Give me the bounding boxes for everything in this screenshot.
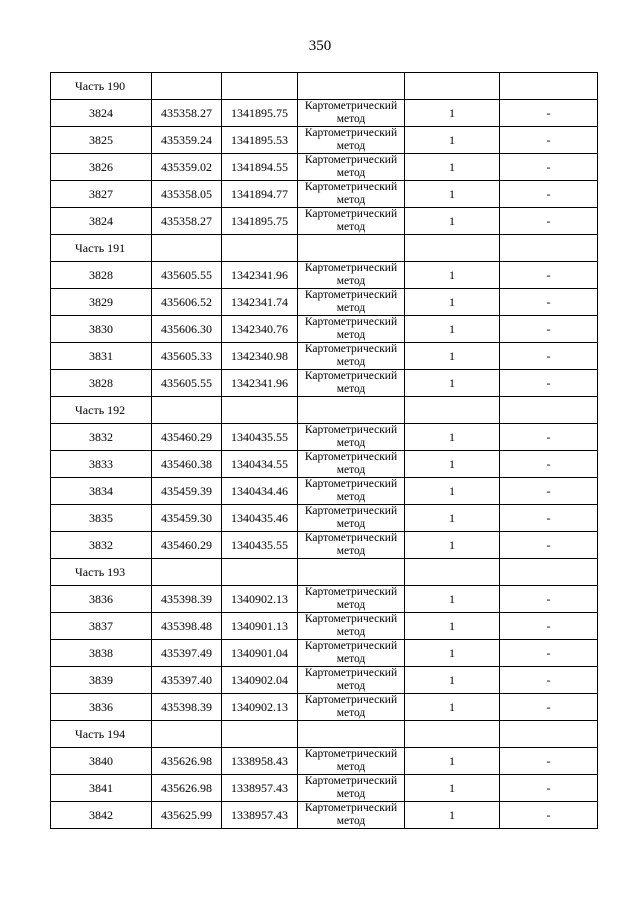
method-text: Картометрический метод bbox=[304, 694, 398, 719]
method-cell bbox=[298, 667, 405, 694]
method-cell bbox=[298, 451, 405, 478]
method-text: Картометрический метод bbox=[304, 748, 398, 773]
table-row bbox=[51, 127, 598, 154]
y-coordinate-cell: 1338957.43 bbox=[222, 802, 298, 829]
y-coordinate-cell: 1341895.53 bbox=[222, 127, 298, 154]
accuracy-cell: 1 bbox=[405, 343, 500, 370]
y-coordinate-cell: 1342340.98 bbox=[222, 343, 298, 370]
coordinates-table-body bbox=[51, 73, 598, 829]
empty-cell bbox=[152, 721, 222, 748]
accuracy-cell: 1 bbox=[405, 316, 500, 343]
section-header-row bbox=[51, 73, 598, 100]
method-cell bbox=[298, 127, 405, 154]
table-row bbox=[51, 370, 598, 397]
empty-cell bbox=[405, 721, 500, 748]
x-coordinate-cell: 435358.27 bbox=[152, 100, 222, 127]
x-coordinate-cell: 435605.33 bbox=[152, 343, 222, 370]
section-header-row bbox=[51, 235, 598, 262]
x-coordinate-cell: 435459.39 bbox=[152, 478, 222, 505]
table-row bbox=[51, 478, 598, 505]
y-coordinate-cell: 1340901.04 bbox=[222, 640, 298, 667]
empty-cell bbox=[222, 721, 298, 748]
method-text: Картометрический метод bbox=[304, 667, 398, 692]
method-text: Картометрический метод bbox=[304, 208, 398, 233]
note-cell: - bbox=[500, 505, 598, 532]
y-coordinate-cell: 1342341.74 bbox=[222, 289, 298, 316]
table-row bbox=[51, 586, 598, 613]
method-text: Картометрический метод bbox=[304, 343, 398, 368]
table-row bbox=[51, 775, 598, 802]
x-coordinate-cell: 435606.52 bbox=[152, 289, 222, 316]
y-coordinate-cell: 1340902.04 bbox=[222, 667, 298, 694]
method-cell bbox=[298, 154, 405, 181]
empty-cell bbox=[405, 73, 500, 100]
note-cell: - bbox=[500, 532, 598, 559]
empty-cell bbox=[152, 235, 222, 262]
point-number-cell: 3831 bbox=[51, 343, 152, 370]
accuracy-cell: 1 bbox=[405, 748, 500, 775]
accuracy-cell: 1 bbox=[405, 613, 500, 640]
x-coordinate-cell: 435398.48 bbox=[152, 613, 222, 640]
x-coordinate-cell: 435359.02 bbox=[152, 154, 222, 181]
y-coordinate-cell: 1340435.55 bbox=[222, 532, 298, 559]
note-cell: - bbox=[500, 370, 598, 397]
table-row bbox=[51, 289, 598, 316]
table-row bbox=[51, 181, 598, 208]
note-cell: - bbox=[500, 208, 598, 235]
note-cell: - bbox=[500, 154, 598, 181]
note-cell: - bbox=[500, 316, 598, 343]
point-number-cell: 3827 bbox=[51, 181, 152, 208]
note-cell: - bbox=[500, 100, 598, 127]
empty-cell bbox=[298, 73, 405, 100]
point-number-cell: 3840 bbox=[51, 748, 152, 775]
empty-cell bbox=[500, 559, 598, 586]
point-number-cell: 3836 bbox=[51, 694, 152, 721]
empty-cell bbox=[222, 73, 298, 100]
y-coordinate-cell: 1340434.46 bbox=[222, 478, 298, 505]
section-label: Часть 191 bbox=[51, 235, 152, 262]
method-text: Картометрический метод bbox=[304, 586, 398, 611]
method-cell bbox=[298, 370, 405, 397]
note-cell: - bbox=[500, 289, 598, 316]
method-cell bbox=[298, 748, 405, 775]
method-cell bbox=[298, 613, 405, 640]
note-cell: - bbox=[500, 667, 598, 694]
x-coordinate-cell: 435358.27 bbox=[152, 208, 222, 235]
accuracy-cell: 1 bbox=[405, 667, 500, 694]
accuracy-cell: 1 bbox=[405, 532, 500, 559]
accuracy-cell: 1 bbox=[405, 262, 500, 289]
point-number-cell: 3833 bbox=[51, 451, 152, 478]
table-row bbox=[51, 424, 598, 451]
x-coordinate-cell: 435397.49 bbox=[152, 640, 222, 667]
note-cell: - bbox=[500, 802, 598, 829]
table-row bbox=[51, 802, 598, 829]
point-number-cell: 3829 bbox=[51, 289, 152, 316]
x-coordinate-cell: 435605.55 bbox=[152, 262, 222, 289]
y-coordinate-cell: 1341895.75 bbox=[222, 100, 298, 127]
table-row bbox=[51, 694, 598, 721]
y-coordinate-cell: 1342341.96 bbox=[222, 370, 298, 397]
section-label: Часть 194 bbox=[51, 721, 152, 748]
empty-cell bbox=[405, 235, 500, 262]
empty-cell bbox=[222, 559, 298, 586]
y-coordinate-cell: 1340902.13 bbox=[222, 586, 298, 613]
empty-cell bbox=[500, 235, 598, 262]
method-cell bbox=[298, 100, 405, 127]
note-cell: - bbox=[500, 262, 598, 289]
empty-cell bbox=[222, 397, 298, 424]
method-cell bbox=[298, 289, 405, 316]
section-header-row bbox=[51, 721, 598, 748]
method-text: Картометрический метод bbox=[304, 262, 398, 287]
point-number-cell: 3835 bbox=[51, 505, 152, 532]
accuracy-cell: 1 bbox=[405, 451, 500, 478]
method-text: Картометрический метод bbox=[304, 802, 398, 827]
note-cell: - bbox=[500, 424, 598, 451]
table-row bbox=[51, 100, 598, 127]
x-coordinate-cell: 435460.29 bbox=[152, 424, 222, 451]
note-cell: - bbox=[500, 451, 598, 478]
empty-cell bbox=[298, 235, 405, 262]
method-text: Картометрический метод bbox=[304, 478, 398, 503]
method-cell bbox=[298, 694, 405, 721]
point-number-cell: 3832 bbox=[51, 424, 152, 451]
table-row bbox=[51, 532, 598, 559]
y-coordinate-cell: 1340902.13 bbox=[222, 694, 298, 721]
table-row bbox=[51, 451, 598, 478]
point-number-cell: 3837 bbox=[51, 613, 152, 640]
point-number-cell: 3828 bbox=[51, 262, 152, 289]
table-row bbox=[51, 748, 598, 775]
note-cell: - bbox=[500, 748, 598, 775]
table-row bbox=[51, 613, 598, 640]
y-coordinate-cell: 1341894.55 bbox=[222, 154, 298, 181]
note-cell: - bbox=[500, 478, 598, 505]
section-label: Часть 193 bbox=[51, 559, 152, 586]
method-text: Картометрический метод bbox=[304, 316, 398, 341]
table-row bbox=[51, 262, 598, 289]
method-text: Картометрический метод bbox=[304, 100, 398, 125]
x-coordinate-cell: 435459.30 bbox=[152, 505, 222, 532]
x-coordinate-cell: 435460.29 bbox=[152, 532, 222, 559]
accuracy-cell: 1 bbox=[405, 586, 500, 613]
accuracy-cell: 1 bbox=[405, 100, 500, 127]
empty-cell bbox=[152, 73, 222, 100]
empty-cell bbox=[500, 397, 598, 424]
y-coordinate-cell: 1340901.13 bbox=[222, 613, 298, 640]
y-coordinate-cell: 1342341.96 bbox=[222, 262, 298, 289]
x-coordinate-cell: 435460.38 bbox=[152, 451, 222, 478]
note-cell: - bbox=[500, 181, 598, 208]
empty-cell bbox=[152, 397, 222, 424]
method-text: Картометрический метод bbox=[304, 532, 398, 557]
method-cell bbox=[298, 640, 405, 667]
table-row bbox=[51, 505, 598, 532]
x-coordinate-cell: 435398.39 bbox=[152, 586, 222, 613]
point-number-cell: 3825 bbox=[51, 127, 152, 154]
method-cell bbox=[298, 343, 405, 370]
y-coordinate-cell: 1340434.55 bbox=[222, 451, 298, 478]
note-cell: - bbox=[500, 127, 598, 154]
y-coordinate-cell: 1341894.77 bbox=[222, 181, 298, 208]
method-text: Картометрический метод bbox=[304, 289, 398, 314]
method-cell bbox=[298, 424, 405, 451]
x-coordinate-cell: 435605.55 bbox=[152, 370, 222, 397]
accuracy-cell: 1 bbox=[405, 694, 500, 721]
x-coordinate-cell: 435397.40 bbox=[152, 667, 222, 694]
method-text: Картометрический метод bbox=[304, 424, 398, 449]
method-text: Картометрический метод bbox=[304, 613, 398, 638]
x-coordinate-cell: 435626.98 bbox=[152, 748, 222, 775]
method-cell bbox=[298, 262, 405, 289]
y-coordinate-cell: 1340435.55 bbox=[222, 424, 298, 451]
accuracy-cell: 1 bbox=[405, 289, 500, 316]
point-number-cell: 3839 bbox=[51, 667, 152, 694]
empty-cell bbox=[405, 559, 500, 586]
note-cell: - bbox=[500, 586, 598, 613]
point-number-cell: 3826 bbox=[51, 154, 152, 181]
section-header-row bbox=[51, 397, 598, 424]
point-number-cell: 3842 bbox=[51, 802, 152, 829]
empty-cell bbox=[298, 559, 405, 586]
x-coordinate-cell: 435359.24 bbox=[152, 127, 222, 154]
point-number-cell: 3824 bbox=[51, 100, 152, 127]
empty-cell bbox=[405, 397, 500, 424]
section-label: Часть 190 bbox=[51, 73, 152, 100]
method-cell bbox=[298, 505, 405, 532]
method-text: Картометрический метод bbox=[304, 181, 398, 206]
accuracy-cell: 1 bbox=[405, 154, 500, 181]
x-coordinate-cell: 435398.39 bbox=[152, 694, 222, 721]
point-number-cell: 3834 bbox=[51, 478, 152, 505]
method-cell bbox=[298, 478, 405, 505]
empty-cell bbox=[298, 721, 405, 748]
table-row bbox=[51, 640, 598, 667]
x-coordinate-cell: 435626.98 bbox=[152, 775, 222, 802]
note-cell: - bbox=[500, 613, 598, 640]
method-cell bbox=[298, 208, 405, 235]
method-cell bbox=[298, 775, 405, 802]
method-text: Картометрический метод bbox=[304, 451, 398, 476]
point-number-cell: 3828 bbox=[51, 370, 152, 397]
note-cell: - bbox=[500, 640, 598, 667]
point-number-cell: 3832 bbox=[51, 532, 152, 559]
point-number-cell: 3838 bbox=[51, 640, 152, 667]
y-coordinate-cell: 1341895.75 bbox=[222, 208, 298, 235]
accuracy-cell: 1 bbox=[405, 181, 500, 208]
section-label: Часть 192 bbox=[51, 397, 152, 424]
method-text: Картометрический метод bbox=[304, 127, 398, 152]
method-cell bbox=[298, 532, 405, 559]
method-text: Картометрический метод bbox=[304, 505, 398, 530]
method-cell bbox=[298, 802, 405, 829]
accuracy-cell: 1 bbox=[405, 208, 500, 235]
note-cell: - bbox=[500, 775, 598, 802]
table-row bbox=[51, 316, 598, 343]
page-number: 350 bbox=[308, 38, 332, 54]
empty-cell bbox=[152, 559, 222, 586]
accuracy-cell: 1 bbox=[405, 775, 500, 802]
point-number-cell: 3824 bbox=[51, 208, 152, 235]
y-coordinate-cell: 1338958.43 bbox=[222, 748, 298, 775]
method-text: Картометрический метод bbox=[304, 640, 398, 665]
x-coordinate-cell: 435358.05 bbox=[152, 181, 222, 208]
x-coordinate-cell: 435606.30 bbox=[152, 316, 222, 343]
method-cell bbox=[298, 586, 405, 613]
y-coordinate-cell: 1342340.76 bbox=[222, 316, 298, 343]
y-coordinate-cell: 1340435.46 bbox=[222, 505, 298, 532]
table-row bbox=[51, 154, 598, 181]
table-row bbox=[51, 343, 598, 370]
accuracy-cell: 1 bbox=[405, 802, 500, 829]
empty-cell bbox=[222, 235, 298, 262]
point-number-cell: 3841 bbox=[51, 775, 152, 802]
x-coordinate-cell: 435625.99 bbox=[152, 802, 222, 829]
accuracy-cell: 1 bbox=[405, 640, 500, 667]
note-cell: - bbox=[500, 694, 598, 721]
table-row bbox=[51, 208, 598, 235]
table-row bbox=[51, 667, 598, 694]
empty-cell bbox=[500, 721, 598, 748]
method-text: Картометрический метод bbox=[304, 154, 398, 179]
method-text: Картометрический метод bbox=[304, 370, 398, 395]
coordinates-table bbox=[50, 72, 598, 829]
accuracy-cell: 1 bbox=[405, 370, 500, 397]
note-cell: - bbox=[500, 343, 598, 370]
empty-cell bbox=[500, 73, 598, 100]
accuracy-cell: 1 bbox=[405, 127, 500, 154]
accuracy-cell: 1 bbox=[405, 478, 500, 505]
point-number-cell: 3836 bbox=[51, 586, 152, 613]
empty-cell bbox=[298, 397, 405, 424]
method-cell bbox=[298, 316, 405, 343]
section-header-row bbox=[51, 559, 598, 586]
point-number-cell: 3830 bbox=[51, 316, 152, 343]
accuracy-cell: 1 bbox=[405, 505, 500, 532]
accuracy-cell: 1 bbox=[405, 424, 500, 451]
y-coordinate-cell: 1338957.43 bbox=[222, 775, 298, 802]
method-cell bbox=[298, 181, 405, 208]
method-text: Картометрический метод bbox=[304, 775, 398, 800]
